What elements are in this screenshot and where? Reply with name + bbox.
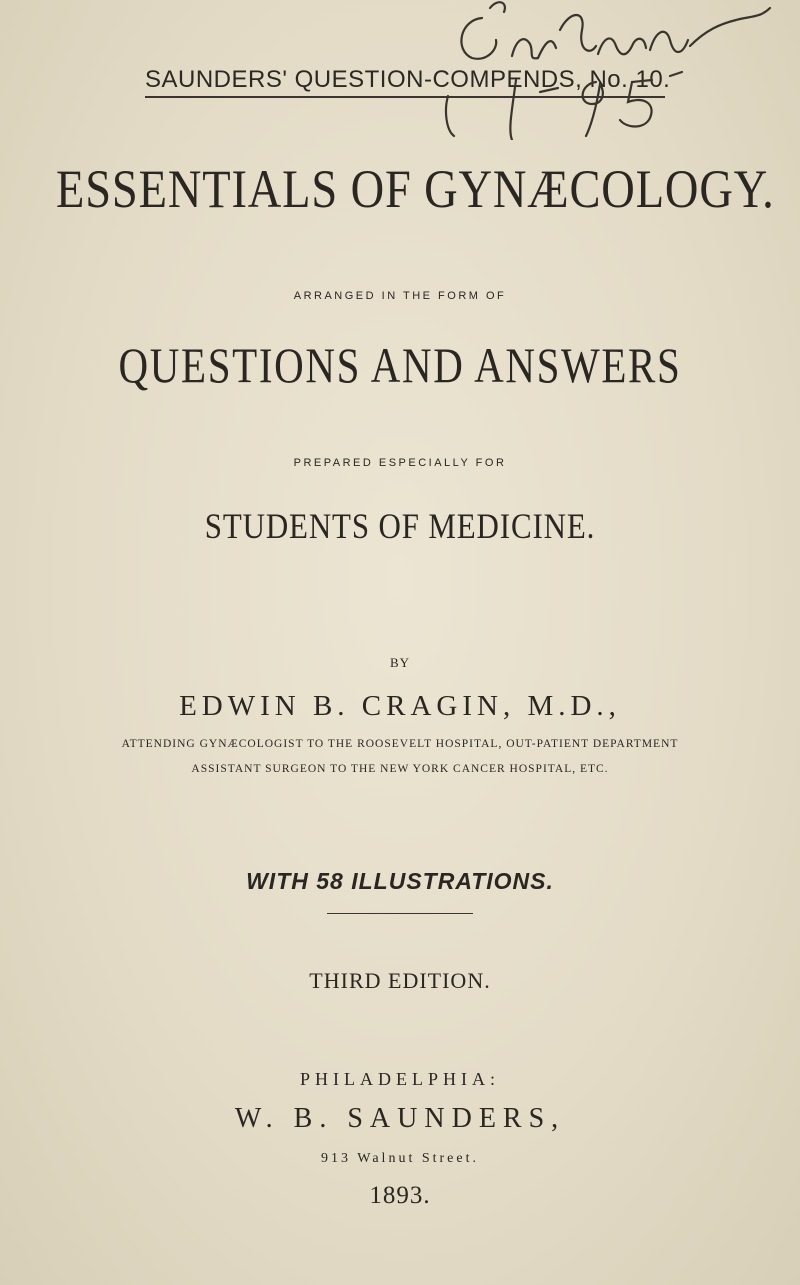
author-affiliation-1: ATTENDING GYNÆCOLOGIST TO THE ROOSEVELT HOSPITAL, OUT-PATIENT DEPARTMENT: [121, 738, 679, 750]
imprint-address: 913 Walnut Street.: [321, 1151, 479, 1166]
prepared-line: PREPARED ESPECIALLY FOR: [293, 457, 507, 469]
series-heading: SAUNDERS' QUESTION-COMPENDS, No. 10.: [145, 66, 665, 98]
by-line: BY: [389, 655, 411, 670]
arranged-line: ARRANGED IN THE FORM OF: [293, 290, 507, 302]
imprint-publisher: W. B. SAUNDERS,: [234, 1103, 566, 1134]
imprint-year: 1893.: [369, 1182, 431, 1209]
subtitle: QUESTIONS AND ANSWERS: [118, 337, 682, 393]
book-title: ESSENTIALS OF GYNÆCOLOGY.: [56, 159, 775, 219]
imprint-city: PHILADELPHIA:: [300, 1069, 500, 1089]
audience-line: STUDENTS OF MEDICINE.: [204, 506, 596, 546]
handwritten-annotation: [420, 0, 780, 140]
divider-rule: [327, 913, 473, 914]
author-affiliation-2: ASSISTANT SURGEON TO THE NEW YORK CANCER HOSPITAL, ETC.: [191, 763, 609, 775]
author-name: EDWIN B. CRAGIN, M.D.,: [179, 690, 621, 722]
illustrations-note: WITH 58 ILLUSTRATIONS.: [246, 868, 554, 894]
edition-line: THIRD EDITION.: [309, 968, 491, 993]
